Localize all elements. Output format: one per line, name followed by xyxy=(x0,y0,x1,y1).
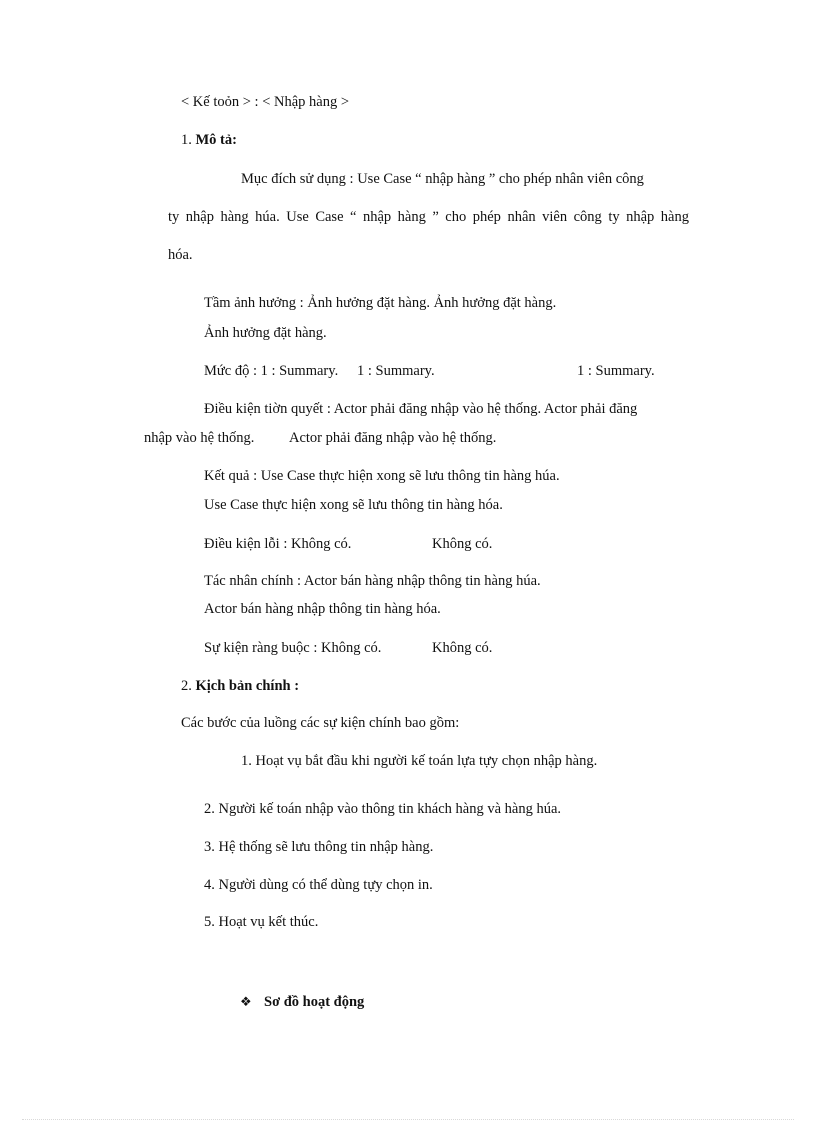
primary-actor-line-1: Tác nhân chính : Actor bán hàng nhập thông tin hàng húa. xyxy=(204,573,541,589)
scope-line-1: Tầm ảnh hưởng : Ảnh hưởng đặt hàng. Ảnh hưởng đặt hàng. xyxy=(204,295,557,311)
result-line-2: Use Case thực hiện xong sẽ lưu thông tin hàng hóa. xyxy=(204,497,503,513)
result-line-1: Kết quả : Use Case thực hiện xong sẽ lưu thông tin hàng húa. xyxy=(204,468,560,484)
constraint-value: Không có. xyxy=(432,640,493,656)
precondition-line-2b: Actor phải đăng nhập vào hệ thống. xyxy=(289,430,497,446)
section-1-number: 1. xyxy=(181,132,192,148)
purpose-line-2: ty nhập hàng húa. Use Case “ nhập hàng ” cho phép nhân viên công ty nhập hàng xyxy=(168,209,689,225)
section-1-title: Mô tả: xyxy=(195,132,237,148)
step-item: 4. Người dùng có thể dùng tựy chọn in. xyxy=(204,877,433,893)
activity-diagram-title: Sơ đồ hoạt động xyxy=(264,994,365,1010)
step-item: 1. Hoạt vụ bắt đầu khi người kế toán lựa tựy chọn nhập hàng. xyxy=(241,753,598,769)
section-2-heading xyxy=(181,677,299,695)
level-value-3: 1 : Summary. xyxy=(577,363,655,379)
error-condition-label: Điều kiện lỗi : Không có. xyxy=(204,536,352,552)
step-item: 5. Hoạt vụ kết thúc. xyxy=(204,914,319,930)
steps-intro: Các bước của luồng các sự kiện chính bao gồm: xyxy=(181,715,460,731)
level-label: Mức độ : 1 : Summary. xyxy=(204,363,339,379)
level-value-2: 1 : Summary. xyxy=(357,363,435,379)
precondition-line-1: Điều kiện tiờn quyết : Actor phải đăng nhập vào hệ thống. Actor phải đăng xyxy=(204,401,638,417)
step-item: 3. Hệ thống sẽ lưu thông tin nhập hàng. xyxy=(204,839,434,855)
activity-diagram-heading xyxy=(240,993,364,1011)
section-1-heading xyxy=(181,131,237,149)
section-2-number: 2. xyxy=(181,678,192,694)
use-case-breadcrumb: < Kế toỏn > : < Nhập hàng > xyxy=(181,94,350,110)
step-item: 2. Người kế toán nhập vào thông tin khách hàng và hàng húa. xyxy=(204,801,561,817)
error-condition-value: Không có. xyxy=(432,536,493,552)
four-diamond-bullet-icon: ❖ xyxy=(240,994,252,1009)
constraint-label: Sự kiện ràng buộc : Không có. xyxy=(204,640,382,656)
page-bottom-divider xyxy=(22,1119,794,1120)
section-2-title: Kịch bản chính : xyxy=(195,678,300,694)
scope-line-2: Ảnh hưởng đặt hàng. xyxy=(204,325,327,341)
primary-actor-line-2: Actor bán hàng nhập thông tin hàng hóa. xyxy=(204,601,441,617)
purpose-line-3: hóa. xyxy=(168,247,193,263)
precondition-line-2a: nhập vào hệ thống. xyxy=(144,430,255,446)
purpose-line-1: Mục đích sử dụng : Use Case “ nhập hàng ” cho phép nhân viên công xyxy=(241,171,644,187)
